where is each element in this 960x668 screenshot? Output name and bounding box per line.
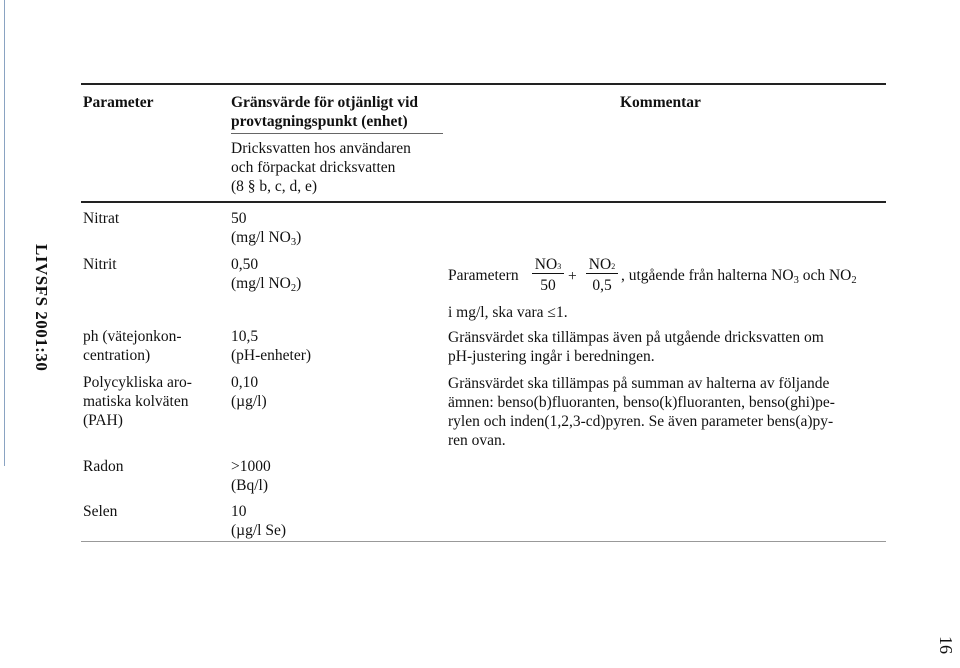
row-ph-param-line2: centration) <box>83 347 151 364</box>
header-sub-line3: (8 § b, c, d, e) <box>231 178 318 195</box>
nitrit-comment-line2: i mg/l, ska vara ≤1. <box>448 304 568 321</box>
header-bottom-rule <box>81 201 886 203</box>
row-pah-param-line2: matiska kolväten <box>83 393 189 410</box>
row-ph-param-line1: ph (vätejonkon- <box>83 328 182 345</box>
row-selen-unit: (µg/l Se) <box>231 522 286 539</box>
table-top-rule <box>81 83 886 85</box>
header-kommentar: Kommentar <box>620 94 701 111</box>
row-ph-unit: (pH-enheter) <box>231 347 312 364</box>
fraction1-bar <box>532 273 564 274</box>
pah-comment-line2: ämnen: benso(b)fluoranten, benso(k)fluoranten, benso(ghi)pe- <box>448 394 835 411</box>
fraction1-denominator: 50 <box>540 277 556 294</box>
header-sub-line2: och förpackat dricksvatten <box>231 159 396 176</box>
row-pah-unit: (µg/l) <box>231 393 267 410</box>
ph-comment-line1: Gränsvärdet ska tillämpas även på utgående dricksvatten om <box>448 329 824 346</box>
fraction1-numerator: NO3 <box>534 256 562 273</box>
row-radon-param: Radon <box>83 458 124 475</box>
page-number: 16 <box>936 636 956 654</box>
pah-comment-line4: ren ovan. <box>448 432 506 449</box>
table-bottom-rule <box>81 541 886 542</box>
row-nitrit-unit: (mg/l NO2) <box>231 275 302 294</box>
nitrit-comment-suffix: , utgående från halterna NO3 och NO2 <box>621 267 857 286</box>
nitrit-comment-prefix: Parametern <box>448 267 519 284</box>
pah-comment-line1: Gränsvärdet ska tillämpas på summan av halterna av följande <box>448 375 830 392</box>
fraction2-bar <box>586 273 618 274</box>
row-nitrit-param: Nitrit <box>83 256 117 273</box>
row-nitrat-value: 50 <box>231 210 247 227</box>
row-radon-unit: (Bq/l) <box>231 477 269 494</box>
fraction-plus: + <box>568 268 577 285</box>
row-nitrit-value: 0,50 <box>231 256 259 273</box>
row-pah-value: 0,10 <box>231 374 259 391</box>
ph-comment-line2: pH-justering ingår i beredningen. <box>448 348 655 365</box>
header-gransvarde-line1: Gränsvärde för otjänligt vid <box>231 94 418 111</box>
header-sub-rule <box>231 133 443 134</box>
header-parameter: Parameter <box>83 94 154 111</box>
header-sub-line1: Dricksvatten hos användaren <box>231 140 411 157</box>
row-pah-param-line1: Polycykliska aro- <box>83 374 192 391</box>
pah-comment-line3: rylen och inden(1,2,3-cd)pyren. Se även parameter bens(a)py- <box>448 413 834 430</box>
row-selen-param: Selen <box>83 503 118 520</box>
row-nitrat-param: Nitrat <box>83 210 120 227</box>
margin-line <box>4 0 5 466</box>
row-ph-value: 10,5 <box>231 328 259 345</box>
fraction2-numerator: NO2 <box>588 256 616 273</box>
header-gransvarde-line2: provtagningspunkt (enhet) <box>231 113 408 130</box>
document-code: LIVSFS 2001:30 <box>32 244 51 372</box>
fraction2-denominator: 0,5 <box>592 277 612 294</box>
row-selen-value: 10 <box>231 503 247 520</box>
row-pah-param-line3: (PAH) <box>83 412 123 429</box>
row-radon-value: >1000 <box>231 458 271 475</box>
row-nitrat-unit: (mg/l NO3) <box>231 229 302 248</box>
